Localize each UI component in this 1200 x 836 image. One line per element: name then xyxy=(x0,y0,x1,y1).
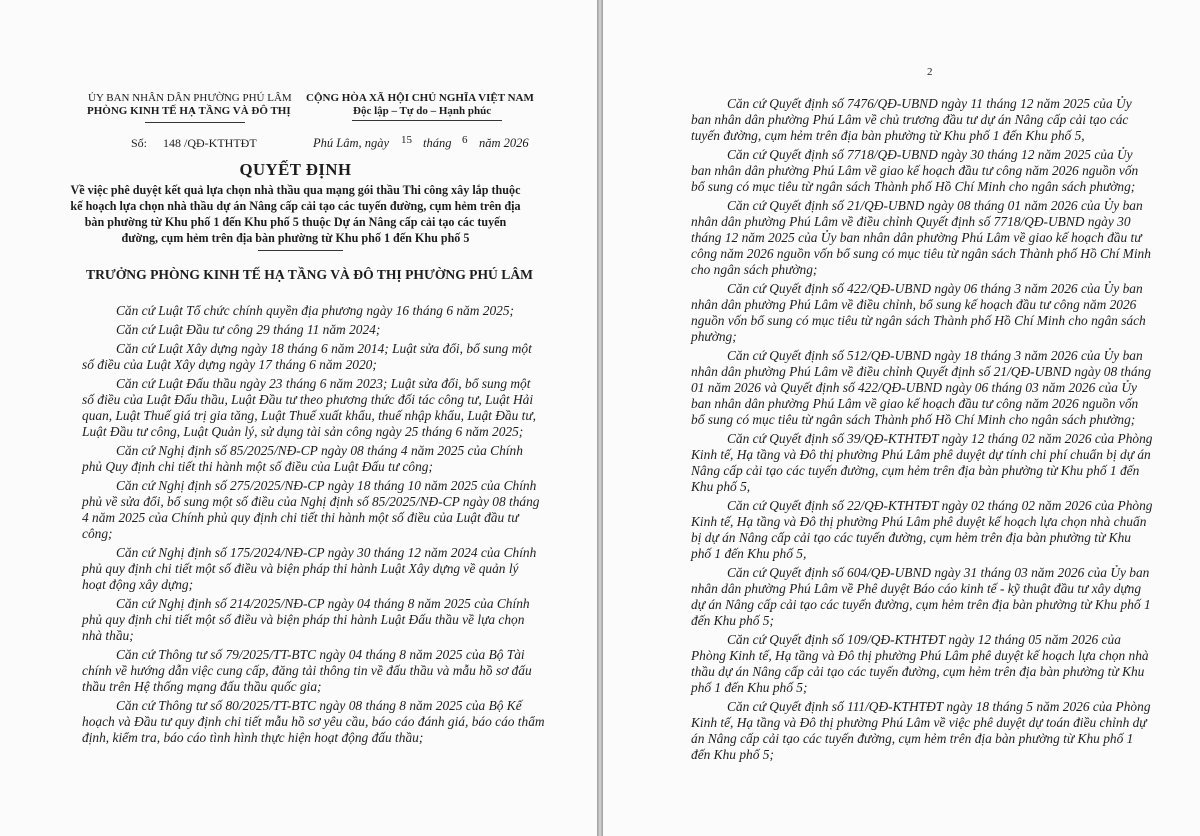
agency-line-2: PHÒNG KINH TẾ HẠ TẦNG VÀ ĐÔ THỊ xyxy=(87,105,291,117)
body-line: án Nâng cấp cải tạo các tuyến đường, cụm hẻm trên địa bàn phường từ Khu phố 1 xyxy=(691,731,1134,746)
body-line: Phòng Kinh tế, Hạ tầng và Đô thị phường Phú Lâm phê duyệt kế hoạch lựa chọn nhà xyxy=(691,648,1149,663)
body-line: công; xyxy=(82,526,113,541)
body-line: Căn cứ Quyết định số 7718/QĐ-UBND ngày 30 tháng 12 năm 2025 của Ủy xyxy=(727,147,1133,162)
body-line: Căn cứ Quyết định số 512/QĐ-UBND ngày 18 tháng 3 năm 2026 của Ủy ban xyxy=(727,348,1143,363)
nation-line-1: CỘNG HÒA XÃ HỘI CHỦ NGHĨA VIỆT NAM xyxy=(306,92,534,104)
body-line: phủ về sửa đổi, bổ sung một số điều của Nghị định số 85/2025/NĐ-CP ngày 08 tháng xyxy=(82,494,540,509)
body-line: định, kiểm tra, báo cáo tình hình thực hiện hoạt động đấu thầu; xyxy=(82,730,424,745)
date-place: Phú Lâm, ngày xyxy=(313,136,390,150)
nation-line-2: Độc lập – Tự do – Hạnh phúc xyxy=(353,105,492,117)
body-line: Căn cứ Quyết định số 422/QĐ-UBND ngày 06 tháng 3 năm 2026 của Ủy ban xyxy=(727,281,1143,296)
agency-underline xyxy=(145,122,245,123)
body-line: Căn cứ Quyết định số 39/QĐ-KTHTĐT ngày 12 tháng 02 năm 2026 của Phòng xyxy=(727,431,1153,446)
body-line: Kinh tế, Hạ tầng và Đô thị phường Phú Lâm phê duyệt kế hoạch lựa chọn nhà chuẩn xyxy=(691,514,1147,529)
body-line: Căn cứ Nghị định số 85/2025/NĐ-CP ngày 08 tháng 4 năm 2025 của Chính xyxy=(116,443,523,458)
body-line: hoạch và Đầu tư quy định chi tiết mẫu hồ sơ yêu cầu, báo cáo đánh giá, báo cáo thẩm xyxy=(82,714,545,729)
body-line: thầu dự án Nâng cấp cải tạo các tuyến đường, cụm hẻm trên địa bàn phường từ Khu xyxy=(691,664,1145,679)
body-line: tuyến đường, cụm hẻm trên địa bàn phường từ Khu phố 1 đến Khu phố 5, xyxy=(691,128,1085,143)
body-line: đến Khu phố 5; xyxy=(691,613,774,628)
body-line: Căn cứ Luật Tổ chức chính quyền địa phương ngày 16 tháng 6 năm 2025; xyxy=(116,303,515,318)
body-line: phường; xyxy=(691,329,737,344)
body-line: bổ sung có mục tiêu từ ngân sách Thành phố Hồ Chí Minh cho ngân sách phường; xyxy=(691,179,1136,194)
body-line: tháng 12 năm 2025 của Ủy ban nhân dân phường Phú Lâm về giao kế hoạch đầu tư xyxy=(691,230,1142,245)
body-line: Khu phố 5, xyxy=(691,479,751,494)
doc-number: 148 /QĐ-KTHTĐT xyxy=(163,136,257,150)
date-year: năm 2026 xyxy=(479,136,529,150)
document-title: QUYẾT ĐỊNH xyxy=(239,160,352,179)
body-line: thầu trên Hệ thống mạng đấu thầu quốc gia; xyxy=(82,679,322,694)
body-line: Căn cứ Nghị định số 275/2025/NĐ-CP ngày 18 tháng 10 năm 2025 của Chính xyxy=(116,478,537,493)
body-line: Căn cứ Luật Xây dựng ngày 18 tháng 6 năm 2014; Luật sửa đổi, bổ sung một xyxy=(116,341,532,356)
subject-underline xyxy=(258,250,343,251)
body-line: phủ quy định chi tiết một số điều và biện pháp thi hành Luật Đấu thầu về lựa chọn xyxy=(82,612,525,627)
body-line: phủ Quy định chi tiết thi hành một số điều của Luật Đấu tư công; xyxy=(82,459,433,474)
body-line: Căn cứ Quyết định số 111/QĐ-KTHTĐT ngày 18 tháng 5 năm 2026 của Phòng xyxy=(727,699,1151,714)
body-line: bổ sung có mục tiêu từ ngân sách Thành phố Hồ Chí Minh cho ngân sách phường; xyxy=(691,412,1136,427)
agency-line-1: ỦY BAN NHÂN DÂN PHƯỜNG PHÚ LÂM xyxy=(88,92,292,104)
body-line: 4 năm 2025 của Chính phủ quy định chi tiết thi hành một số điều của Luật đầu tư xyxy=(82,510,519,525)
subject-line: kế hoạch lựa chọn nhà thầu dự án Nâng cấp cải tạo các tuyến đường, cụm hẻm trên địa xyxy=(70,199,521,213)
body-line: Căn cứ Thông tư số 80/2025/TT-BTC ngày 08 tháng 8 năm 2025 của Bộ Kế xyxy=(116,698,522,713)
body-line: Căn cứ Quyết định số 22/QĐ-KTHTĐT ngày 02 tháng 02 năm 2026 của Phòng xyxy=(727,498,1153,513)
body-line: Căn cứ Thông tư số 79/2025/TT-BTC ngày 04 tháng 8 năm 2025 của Bộ Tài xyxy=(116,647,525,662)
document-page-1 xyxy=(0,0,597,836)
body-line: phố 1 đến Khu phố 5; xyxy=(691,680,808,695)
page-number: 2 xyxy=(927,66,933,78)
body-line: đến Khu phố 5; xyxy=(691,747,774,762)
body-line: Căn cứ Quyết định số 21/QĐ-UBND ngày 08 tháng 01 năm 2026 của Ủy ban xyxy=(727,198,1143,213)
body-line: nhân dân phường Phú Lâm về điều chỉnh Quyết định số 7718/QĐ-UBND ngày 30 xyxy=(691,214,1131,229)
body-line: nhân dân phường Phú Lâm về điều chỉnh Quyết định số 21/QĐ-UBND ngày 08 tháng xyxy=(691,364,1152,379)
date-day: 15 xyxy=(401,134,412,146)
body-line: số điều của Luật Xây dựng ngày 17 tháng 6 năm 2020; xyxy=(82,357,377,372)
date-month: 6 xyxy=(462,134,468,146)
body-line: số điều của Luật Đấu thầu, Luật Đầu tư theo phương thức đối tác công tư, Luật Hải xyxy=(82,392,534,407)
body-line: nhân dân phường Phú Lâm về Phê duyệt Báo cáo kinh tế - kỹ thuật đầu tư xây dựng xyxy=(691,581,1142,596)
body-line: cho ngân sách phường; xyxy=(691,262,818,277)
doc-number-prefix: Số: xyxy=(131,136,148,150)
issuing-authority: TRƯỞNG PHÒNG KINH TẾ HẠ TẦNG VÀ ĐÔ THỊ PHƯỜNG PHÚ LÂM xyxy=(86,267,533,282)
subject-line: đường, cụm hẻm trên địa bàn phường từ Khu phố 1 đến Khu phố 5 xyxy=(121,231,470,245)
body-line: nhà thầu; xyxy=(82,628,134,643)
body-line: ban nhân dân phường Phú Lâm về giao kế hoạch đầu tư công năm 2026 nguồn vốn xyxy=(691,163,1139,178)
document-page-2 xyxy=(603,0,1200,836)
body-line: 01 năm 2026 và Quyết định số 422/QĐ-UBND ngày 06 tháng 03 năm 2026 của Ủy xyxy=(691,380,1137,395)
body-line: nguồn vốn bổ sung có mục tiêu từ ngân sách Thành phố Hồ Chí Minh cho ngân sách xyxy=(691,313,1146,328)
nation-underline xyxy=(352,120,502,121)
body-line: Nâng cấp cải tạo các tuyến đường, cụm hẻm trên địa bàn phường từ Khu phố 1 đến xyxy=(691,463,1140,478)
body-line: Căn cứ Nghị định số 214/2025/NĐ-CP ngày 04 tháng 8 năm 2025 của Chính xyxy=(116,596,530,611)
subject-line: Về việc phê duyệt kết quả lựa chọn nhà thầu qua mạng gói thầu Thi công xây lắp thuộc xyxy=(70,183,521,197)
body-line: Căn cứ Luật Đầu tư công 29 tháng 11 năm 2024; xyxy=(116,322,381,337)
body-line: ban nhân dân phường Phú Lâm về chủ trương đầu tư dự án Nâng cấp cải tạo các xyxy=(691,112,1129,127)
body-line: Căn cứ Nghị định số 175/2024/NĐ-CP ngày 30 tháng 12 năm 2024 của Chính xyxy=(116,545,537,560)
body-line: Kinh tế, Hạ tầng và Đô thị phường Phú Lâm về việc phê duyệt dự toán điều chỉnh dự xyxy=(691,715,1147,730)
subject-line: bàn phường từ Khu phố 1 đến Khu phố 5 thuộc Dự án Nâng cấp cải tạo các tuyến xyxy=(84,215,507,229)
body-line: bị dự án Nâng cấp cải tạo các tuyến đường, cụm hẻm trên địa bàn phường từ Khu xyxy=(691,530,1131,545)
body-line: nhân dân phường Phú Lâm về điều chỉnh, bổ sung kế hoạch đầu tư công năm 2026 xyxy=(691,297,1137,312)
body-line: Căn cứ Quyết định số 604/QĐ-UBND ngày 31 tháng 03 năm 2026 của Ủy ban xyxy=(727,565,1150,580)
body-line: Căn cứ Quyết định số 109/QĐ-KTHTĐT ngày 12 tháng 05 năm 2026 của xyxy=(727,632,1121,647)
body-line: phố 1 đến Khu phố 5, xyxy=(691,546,807,561)
body-line: Luật Đầu tư công, Luật Quản lý, sử dụng tài sản công ngày 25 tháng 6 năm 2025; xyxy=(82,424,524,439)
body-line: chính về hướng dẫn việc cung cấp, đăng tải thông tin về đấu thầu và mẫu hồ sơ đấu xyxy=(82,663,532,678)
body-line: quan, Luật Thuế giá trị gia tăng, Luật Thuế xuất khẩu, thuế nhập khẩu, Luật Đầu tư, xyxy=(82,408,537,423)
body-line: phủ quy định chi tiết một số điều và biện pháp thi hành Luật Xây dựng về quản lý xyxy=(82,561,519,576)
body-line: ban nhân dân phường Phú Lâm về giao kế hoạch đầu tư công năm 2026 nguồn vốn xyxy=(691,396,1139,411)
body-line: Kinh tế, Hạ tầng và Đô thị phường Phú Lâm phê duyệt dự tính chi phí chuẩn bị dự án xyxy=(691,447,1151,462)
date-month-word: tháng xyxy=(423,136,452,150)
body-line: hoạt động xây dựng; xyxy=(82,577,194,592)
body-line: Căn cứ Quyết định số 7476/QĐ-UBND ngày 11 tháng 12 năm 2025 của Ủy xyxy=(727,96,1132,111)
body-line: Căn cứ Luật Đấu thầu ngày 23 tháng 6 năm 2023; Luật sửa đổi, bổ sung một xyxy=(116,376,531,391)
body-line: công năm 2026 nguồn vốn bổ sung có mục tiêu từ ngân sách Thành phố Hồ Chí Minh xyxy=(691,246,1151,261)
body-line: dự án Nâng cấp cải tạo các tuyến đường, cụm hẻm trên địa bàn phường từ Khu phố 1 xyxy=(691,597,1151,612)
